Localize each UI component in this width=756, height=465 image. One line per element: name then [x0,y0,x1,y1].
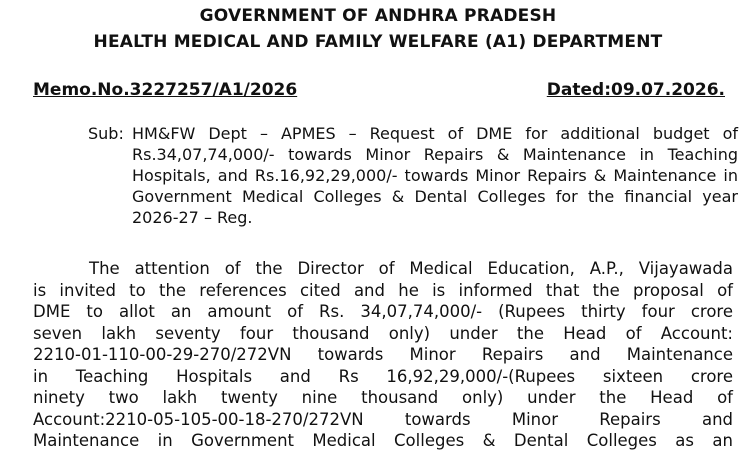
body-line: ninety two lakh twenty nine thousand only) under the Head of [33,388,733,407]
department-title: HEALTH MEDICAL AND FAMILY WELFARE (A1) DEPARTMENT [93,32,663,52]
subject-block [88,123,738,228]
body-line: is invited to the references cited and he is informed that the proposal of [33,280,733,300]
body-line: DME to allot an amount of Rs. 34,07,74,000/- (Rupees thirty four crore [33,302,733,321]
memo-number: Memo.No.3227257/A1/2026 [33,80,298,100]
body-line: The attention of the Director of Medical Education, A.P., Vijayawada [89,259,733,278]
body-line: Maintenance in Government Medical Colleges & Dental Colleges as an [33,431,733,450]
subject-label: Sub: [88,124,124,143]
body-line: seven lakh seventy four thousand only) under the Head of Account: [33,323,733,343]
body-line: 2210-01-110-00-29-270/272VN towards Minor Repairs and Maintenance [33,345,733,364]
body-line: in Teaching Hospitals and Rs 16,92,29,000/-(Rupees sixteen crore [33,366,733,386]
body-paragraph [33,258,733,452]
subject-text: HM&FW Dept – APMES – Request of DME for additional budget of Rs.34,07,74,000/- towards Minor Repairs & Maintenance in Teaching Hospitals, and Rs.16,92,29,000/- towards Minor Repairs & Maintenance in Government Medical Colleges & Dental Colleges for the financial year 2026-27 – Reg. [132,124,738,227]
government-title: GOVERNMENT OF ANDHRA PRADESH [199,6,557,26]
memo-date: Dated:09.07.2026. [546,80,725,100]
memo-reference-row [33,80,725,104]
body-line: Account:2210-05-105-00-18-270/272VN towards Minor Repairs and [33,409,733,429]
